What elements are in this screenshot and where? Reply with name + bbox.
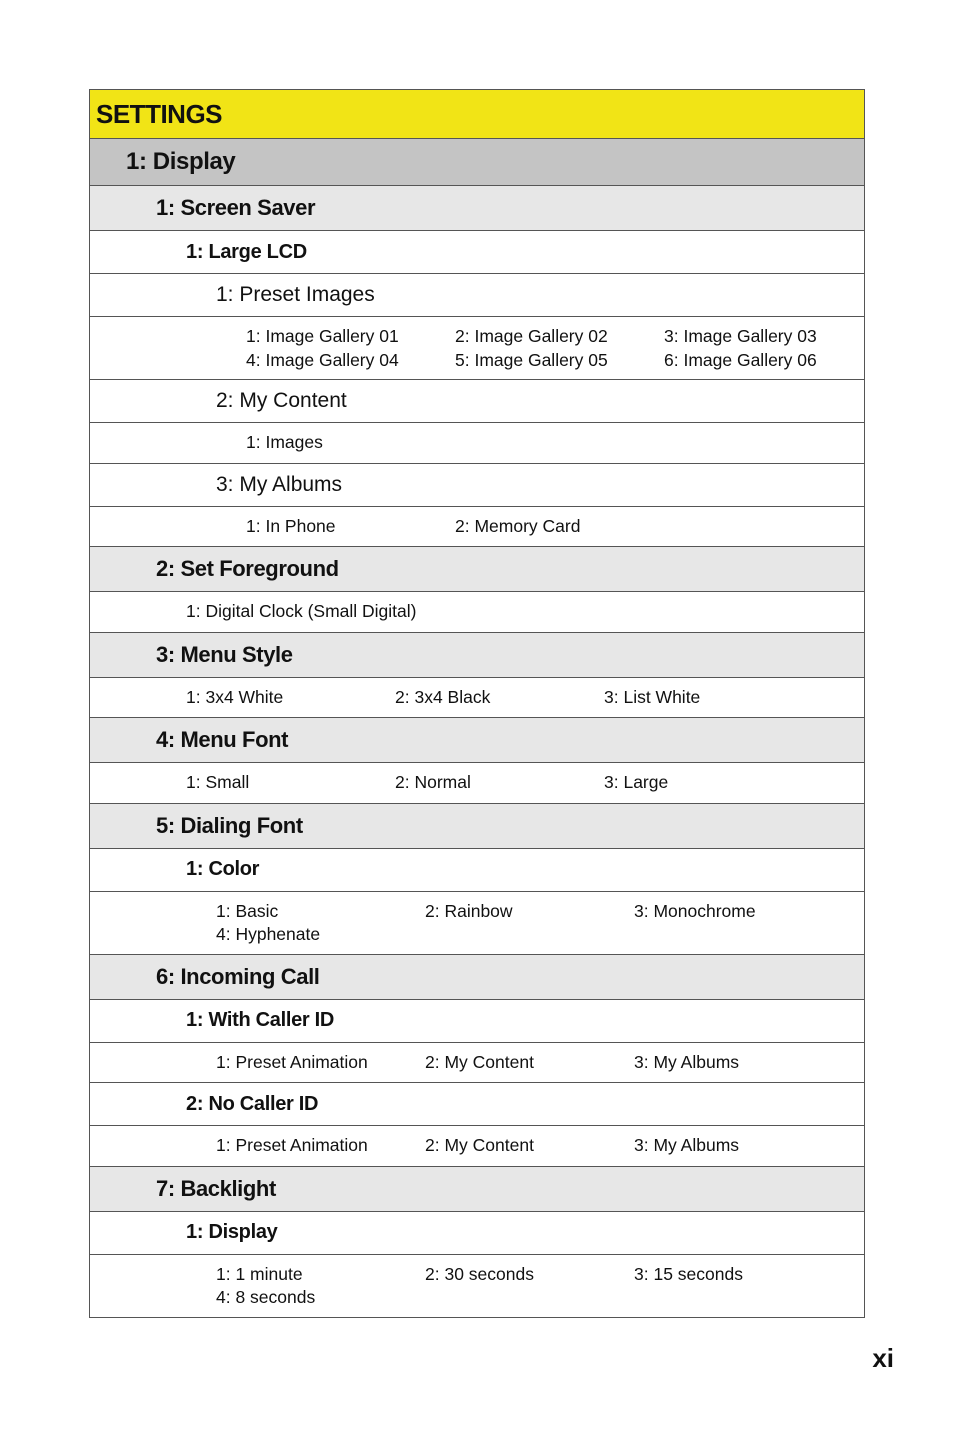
option-item: 2: My Content <box>425 1051 534 1072</box>
option-item: 3: Image Gallery 03 <box>664 326 817 346</box>
menu-preset-images <box>90 274 864 317</box>
option-item: 2: Memory Card <box>455 515 581 536</box>
settings-header <box>90 90 864 139</box>
option-item: 1: 1 minute <box>216 1263 303 1284</box>
menu-no-caller-id-label: 2: No Caller ID <box>186 1092 319 1115</box>
option-item: 4: Image Gallery 04 <box>246 349 399 370</box>
option-item: 3: List White <box>604 686 701 707</box>
settings-menu-table <box>89 89 865 1318</box>
menu-with-caller-id-label: 1: With Caller ID <box>186 1009 335 1031</box>
option-item: 1: Preset Animation <box>216 1135 368 1155</box>
menu-with-caller-id <box>90 1000 864 1043</box>
menu-large-lcd <box>90 231 864 274</box>
menu-display <box>90 139 864 186</box>
menu-backlight-display <box>90 1212 864 1255</box>
my-content-options <box>90 423 864 464</box>
menu-my-content <box>90 380 864 423</box>
option-item: 3: Monochrome <box>634 900 756 921</box>
menu-set-foreground-label: 2: Set Foreground <box>156 556 339 581</box>
no-caller-id-options <box>90 1126 864 1167</box>
option-item: 2: 3x4 Black <box>395 686 491 707</box>
menu-menu-font <box>90 718 864 763</box>
menu-menu-style-label: 3: Menu Style <box>156 641 293 667</box>
option-item: 5: Image Gallery 05 <box>455 349 608 370</box>
option-item: 1: Digital Clock (Small Digital) <box>186 601 417 621</box>
option-item: 1: Image Gallery 01 <box>246 326 399 346</box>
option-item: 3: My Albums <box>634 1051 740 1072</box>
option-item: 2: Image Gallery 02 <box>455 326 608 346</box>
option-item: 1: 3x4 White <box>186 686 284 707</box>
option-item: 1: Basic <box>216 900 279 921</box>
option-item: 2: Rainbow <box>425 900 513 921</box>
option-item: 1: Preset Animation <box>216 1051 368 1072</box>
menu-color-label: 1: Color <box>186 858 260 880</box>
menu-screen-saver <box>90 186 864 231</box>
menu-dialing-font-label: 5: Dialing Font <box>156 812 303 838</box>
menu-font-options <box>90 763 864 804</box>
option-item: 3: My Albums <box>634 1135 740 1155</box>
menu-my-albums-label: 3: My Albums <box>216 472 343 496</box>
menu-menu-font-label: 4: Menu Font <box>156 727 289 752</box>
menu-my-content-label: 2: My Content <box>216 389 347 412</box>
option-item: 4: 8 seconds <box>216 1287 316 1307</box>
menu-display-label: 1: Display <box>126 148 236 175</box>
menu-incoming-call-label: 6: Incoming Call <box>156 963 320 989</box>
option-item: 1: Small <box>186 772 250 792</box>
page-number: xi <box>872 1343 894 1373</box>
menu-backlight-label: 7: Backlight <box>156 1175 276 1201</box>
backlight-display-options <box>90 1255 864 1317</box>
set-foreground-options <box>90 592 864 633</box>
with-caller-id-options <box>90 1043 864 1084</box>
option-item: 3: Large <box>604 772 669 792</box>
option-item: 6: Image Gallery 06 <box>664 349 817 370</box>
option-item: 3: 15 seconds <box>634 1263 743 1284</box>
menu-large-lcd-label: 1: Large LCD <box>186 240 307 263</box>
menu-color <box>90 849 864 892</box>
menu-dialing-font <box>90 804 864 849</box>
menu-my-albums <box>90 464 864 507</box>
color-options <box>90 892 864 955</box>
menu-backlight-display-label: 1: Display <box>186 1221 278 1243</box>
menu-style-options <box>90 678 864 719</box>
menu-no-caller-id <box>90 1083 864 1126</box>
option-item: 1: Images <box>246 432 323 452</box>
menu-preset-images-label: 1: Preset Images <box>216 283 375 306</box>
preset-images-options <box>90 317 864 380</box>
menu-set-foreground <box>90 547 864 592</box>
menu-screen-saver-label: 1: Screen Saver <box>156 195 316 220</box>
option-item: 4: Hyphenate <box>216 924 321 944</box>
menu-incoming-call <box>90 955 864 1000</box>
my-albums-options <box>90 507 864 548</box>
option-item: 2: Normal <box>395 772 471 792</box>
option-item: 1: In Phone <box>246 515 336 536</box>
menu-backlight <box>90 1167 864 1212</box>
settings-title: SETTINGS <box>96 98 223 129</box>
option-item: 2: My Content <box>425 1135 534 1155</box>
menu-menu-style <box>90 633 864 678</box>
option-item: 2: 30 seconds <box>425 1263 534 1284</box>
